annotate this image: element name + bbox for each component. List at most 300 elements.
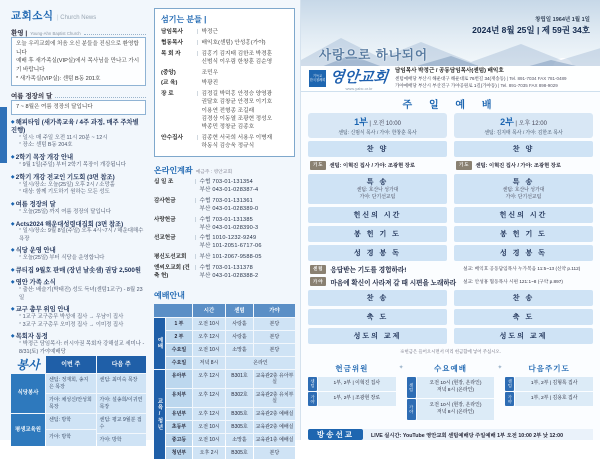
guide-centum-cell: B305호 <box>226 447 253 459</box>
servant-entry <box>161 28 288 36</box>
committee-column <box>407 363 495 420</box>
order-item-bar: 축 도 <box>308 309 447 325</box>
broadcast-text: LIVE 실시간: YouTube 영안교회 센텀예배당 주일예배 1부 오전 10:00 2부 낮 12:00 <box>363 429 593 440</box>
account-number-line: 부산 043-01-028389-0 <box>199 205 259 212</box>
servant-entry <box>161 79 288 87</box>
order-item-bar: 헌신의 시간 <box>308 207 447 223</box>
guide-gaya-cell: 본당 <box>254 331 295 343</box>
account-item <box>154 254 295 262</box>
servant-name-line: 조민우 <box>201 69 219 76</box>
account-number-line: 부산 043-01-028388-2 <box>199 272 259 279</box>
guide-centum-cell: 소망홀 <box>226 434 253 446</box>
info-column <box>149 0 300 456</box>
separator: | <box>197 50 199 57</box>
news-bullet <box>11 247 146 262</box>
summer-label-text: 여름 정장의 달 <box>11 93 53 101</box>
sermon-title: 마음에 확신이 사라져 갈 때 시편을 노래하라 <box>330 279 457 287</box>
servant-entry <box>161 39 288 47</box>
news-bullet <box>11 221 146 243</box>
worship-guide-section <box>154 290 295 459</box>
servant-names <box>202 79 218 87</box>
sermon-row <box>310 277 591 287</box>
welcome-label <box>11 28 146 37</box>
guide-row-label: 유치부 <box>166 389 192 407</box>
news-bullet-line: * 9월 1일(주일) 부터 2학기 목장이 개강됩니다 <box>11 162 146 169</box>
guide-row-label: 중고등 <box>166 434 192 446</box>
broadcast-label: 방송선교 <box>308 429 363 440</box>
campus-tag: 가야 <box>407 399 416 420</box>
committee-row <box>505 377 593 391</box>
guide-time-cell: 오전 10시 <box>193 344 225 356</box>
guide-gaya-cell: 교육관2층 유치부실 <box>254 389 295 407</box>
denomination-logo <box>309 70 326 87</box>
order-item-bar: 특 송 센텀: 호산나 성가대 가야: 단기선교팀 <box>308 174 447 204</box>
guide-time-cell: 오전 10시 <box>193 421 225 433</box>
service-header-line <box>454 115 593 128</box>
guide-centum-cell: 소망홀 <box>226 344 253 356</box>
guide-gaya-cell: 교육관2층 예배실 <box>254 421 295 433</box>
news-bullet-line: * 일시/장소: 오늘(25일) 오후 2시 / 소망홀 <box>11 182 146 189</box>
campus-tag: 가야 <box>308 392 317 406</box>
diamond-separator-icon: ✦ <box>497 364 503 371</box>
order-tag-badge: 기도 <box>456 161 472 170</box>
news-bullet-title: ◆ 큐티집 9월호 판매 (장년 날솟샘) 권당 2,500원 <box>11 267 146 275</box>
cover-page <box>300 0 600 440</box>
order-item-bar: 헌신의 시간 <box>454 207 593 223</box>
account-item <box>154 198 295 214</box>
broadcast-bar <box>308 429 593 440</box>
servant-entry <box>161 90 288 131</box>
order-tag-text: 센텀: 이혁진 집사 / 가야: 조광현 장로 <box>329 163 415 170</box>
worship-guide-title: 예배안내 <box>154 290 185 300</box>
guide-header-cell: 가야 <box>254 304 295 317</box>
order-item-bar: 성도의 교제 <box>308 328 447 344</box>
committee-column <box>308 363 396 406</box>
order-tagged-row <box>454 160 593 171</box>
guide-gaya-cell: 교육관2층 유아부실 <box>254 370 295 388</box>
committee-cell-line: 1부, 2부 | 조광현 장로 <box>333 396 381 402</box>
service-cell-line: 센텀: 최미숙 목장 <box>97 374 147 393</box>
service-time: | 오후 12:00 <box>513 120 547 127</box>
account-name: 십 일 조 <box>154 179 174 186</box>
accounts-section <box>154 165 295 280</box>
servant-name-line: 이용연 전형종 조길래 <box>201 107 255 114</box>
committee-cell-line: 저녁 8시 (온라인) <box>436 388 475 394</box>
service-preachers: 센텀: 김지태 목사 / 가야: 김한조 목사 <box>484 130 563 136</box>
news-bullet <box>11 174 146 196</box>
summer-line: 7 ~ 8월은 여름 정장의 달입니다 <box>16 104 93 111</box>
church-news-column <box>0 0 149 444</box>
slogan-line1: 사랑으로 하나되어 <box>319 48 429 62</box>
servant-name-line: 배익호(센텀) 안성홍(가야) <box>201 39 266 46</box>
servant-name-line: 김종현 서국희 서용우 이병재 <box>201 134 273 141</box>
account-name: 선교헌금 <box>154 235 176 242</box>
order-item-bar: 찬 송 <box>308 290 447 306</box>
committee-cell-line: 1부, 2부 | 이혁진 집사 <box>333 381 381 387</box>
guide-row-label: 유년부 <box>166 408 192 420</box>
guide-time-cell: 오후 12시 <box>193 389 225 407</box>
guide-time-cell: 오후 12시 <box>193 331 225 343</box>
order-item-bar: 성 경 봉 독 <box>308 245 447 261</box>
account-numbers <box>199 254 261 262</box>
guide-row-label: 초등부 <box>166 421 192 433</box>
order-columns-top <box>308 113 593 261</box>
account-name: 감사헌금 <box>154 198 176 205</box>
news-bullet-line: * 일시: 매 주일 오전 11시 20분 ~ 12시 <box>11 135 146 142</box>
servant-name-line: 권달호 김창균 안경모 이기호 <box>201 99 273 106</box>
guide-centum-cell: 사랑홀 <box>226 331 253 343</box>
committee-cell <box>318 392 396 406</box>
order-item-sub: 센텀: 호산나 성가대 <box>502 187 545 193</box>
accounts-title-row <box>154 165 295 176</box>
committee-cell <box>515 392 593 406</box>
accounts-list <box>154 179 295 280</box>
news-bullet-title: ◆ 목회자 동정 <box>11 333 146 341</box>
sermon-detail: 설교: 안성홍 협동목사 시편 121:1~8 (구약 p.897) <box>463 278 563 284</box>
servant-names <box>201 28 217 36</box>
servant-names <box>201 134 272 151</box>
service-cell <box>46 374 96 413</box>
servants-box <box>154 8 295 157</box>
news-bullet-title: ◆ 영안 가족 소식 <box>11 279 146 287</box>
guide-gaya-cell: 본당 <box>254 447 295 459</box>
separator <box>197 69 199 77</box>
separator: | <box>195 235 197 242</box>
news-bullet-line: * 대상: 함께 기도하기 원하는 모든 성도 <box>11 189 146 196</box>
order-tag-text: 센텀: 이혁진 집사 / 가야: 조광현 장로 <box>475 163 561 170</box>
separator: | <box>197 91 199 98</box>
committee-cell-line: 저녁 8시 (온라인) <box>436 410 475 416</box>
order-item-sub: 가야: 단기선교팀 <box>359 194 396 200</box>
guide-header-cell: 시간 <box>193 304 225 317</box>
service-cell-line: 센텀: 평교 9월분 접수 <box>97 414 147 433</box>
committee-cell-line: 1부, 2부 | 김용호 집사 <box>530 396 578 402</box>
campus-tag: 가야 <box>505 392 514 406</box>
guide-gaya-cell: 본당 <box>254 344 295 356</box>
account-number-line: 수협 703-01-131361 <box>199 198 253 205</box>
servant-names <box>202 69 218 77</box>
separator: | <box>195 254 197 261</box>
order-item-bar: 찬 송 <box>454 290 593 306</box>
committee-row <box>308 377 396 391</box>
service-table-header: 다음 주 <box>97 356 147 373</box>
order-column <box>454 113 593 261</box>
denomination-line2: 한국침례회 <box>309 78 326 83</box>
campus-tag: 센텀 <box>308 377 317 391</box>
account-numbers <box>199 179 258 195</box>
issue-date: 2024년 8월 25일 | 제 59권 34호 <box>472 25 590 35</box>
welcome-line: * 새가족실(VIP실): 센텀 B동 201호 <box>16 75 101 82</box>
welcome-label-en: Young-Ahn Baptist Church <box>30 31 81 36</box>
servant-name-line: 김홍기 김지태 김한조 박경훈 <box>201 50 273 57</box>
account-numbers <box>199 265 258 281</box>
committee-row <box>407 399 495 420</box>
separator: | <box>195 198 197 205</box>
service-header-line <box>308 115 447 128</box>
order-item-bar: 성 경 봉 독 <box>454 245 593 261</box>
service-name: 1부 <box>354 116 368 127</box>
guide-time-cell: 저녁 8시 <box>193 357 225 369</box>
news-bullet-title: ◆ 식당 운영 안내 <box>11 247 146 255</box>
account-item <box>154 265 295 281</box>
address-centum <box>395 76 567 83</box>
servant-entry <box>161 69 288 77</box>
committee-title: 헌금위원 <box>335 363 369 373</box>
service-cell <box>46 414 96 446</box>
guide-gaya-cell: 교육관2층 예배실 <box>254 408 295 420</box>
church-news-title-en: | Church News <box>57 15 96 21</box>
guide-header-cell: 센텀 <box>226 304 253 317</box>
accounts-title: 온라인계좌 <box>154 166 193 176</box>
news-bullet-title: ◆ 교구 총무 위임 안내 <box>11 306 146 314</box>
separator: | <box>197 29 199 35</box>
service-time: | 오전 10:00 <box>367 120 401 127</box>
committee-title: 다음주기도 <box>528 363 570 373</box>
order-item-bar: 봉 헌 기 도 <box>308 226 447 242</box>
church-name-logo: 영안교회 <box>329 69 389 86</box>
news-bullet-title: ◆ Acts2024 해운대성령대집회 (3면 참조) <box>11 221 146 229</box>
order-tagged-row <box>308 160 447 171</box>
committee-title: 수요예배 <box>434 363 467 373</box>
committee-cell-line: 오전 10시 (현장, 온라인) <box>429 403 482 409</box>
guide-row-label: 청년부 <box>166 447 192 459</box>
servant-names <box>201 39 265 47</box>
committee-column <box>505 363 593 406</box>
church-slogan <box>319 45 476 66</box>
separator: | <box>197 134 199 141</box>
service-name: 2부 <box>500 116 514 127</box>
worship-guide-table <box>154 304 295 459</box>
account-number-line: 부산 101-2067-9588-05 <box>199 254 262 261</box>
news-bullet-line: * 장소: 센텀 B동 204호 <box>11 142 146 149</box>
church-name-wrap <box>330 66 388 91</box>
servant-role: 협동목사 <box>161 39 183 46</box>
order-column-bottom <box>454 287 593 344</box>
guide-centum-cell: B302호 <box>226 389 253 407</box>
committee-cell <box>515 377 593 391</box>
servant-name-line: 박종민 정창균 김종호 <box>201 124 255 131</box>
account-item <box>154 179 295 195</box>
committee-cell <box>417 399 495 420</box>
servants-title: 섬기는 분들 | <box>161 15 207 24</box>
servants-list <box>161 28 288 150</box>
servant-entry <box>161 50 288 67</box>
service-row-label: 평생교육원 <box>11 414 45 446</box>
sermon-row <box>310 264 591 274</box>
separator: | <box>195 264 197 271</box>
welcome-label-text: 환영 | <box>11 30 28 37</box>
servant-role: 담임목사 <box>161 29 183 35</box>
account-number-line: 부산 101-2051-6717-06 <box>199 243 262 250</box>
service-cell <box>97 414 147 446</box>
account-item <box>154 217 295 233</box>
order-columns-bottom <box>308 287 593 344</box>
guide-group-label: 교육/청년 <box>154 370 165 459</box>
banner-photo <box>301 0 600 66</box>
servant-name-line: 하동식 김승욱 정규식 <box>201 143 255 150</box>
service-cell-line: 센텀: 정재희, 송지은 목장 <box>46 374 96 393</box>
guide-gaya-cell: 교육관1층 예배실 <box>254 434 295 446</box>
news-bullet <box>11 333 146 355</box>
worship-order-area <box>301 113 600 355</box>
news-bullet-line: * 일시/장소: 9월 8일(주일) 오후 4시~7시 / 해운대해수욕장 <box>11 228 146 243</box>
guide-time-cell: 오후 12시 <box>193 370 225 388</box>
account-numbers <box>199 217 258 233</box>
welcome-line: 오늘 우리교회에 처음 오신 분들을 진심으로 환영합니다 <box>16 41 139 56</box>
servant-role: (교 육) <box>161 80 178 87</box>
news-bullet-title: ◆ 2학기 목장 개강 안내 <box>11 154 146 162</box>
separator <box>197 79 199 87</box>
order-item-sub: 센텀: 호산나 성가대 <box>356 187 399 193</box>
service-table <box>11 356 146 446</box>
committee-cell-line: 오전 10시 (현장, 온라인) <box>429 381 482 387</box>
news-bullet-line: * 3교구 교구총무 오미정 집사 → 이미정 집사 <box>11 322 146 329</box>
account-number-line: 부산 043-01-028387-4 <box>199 187 259 194</box>
account-number-line: 수협 703-01-131385 <box>199 216 253 223</box>
servant-name-line: 박정근 <box>201 29 218 35</box>
address-gaya <box>395 83 567 90</box>
servant-name-line: 신범식 이우림 한창훈 김순영 <box>201 58 273 65</box>
account-number-line: 수협 703-01-131378 <box>199 264 253 271</box>
servant-role: 장 로 <box>161 91 174 98</box>
separator: | <box>195 179 197 186</box>
guide-row-label: 수요일 <box>166 357 192 369</box>
church-news-title <box>11 8 146 23</box>
guide-time-cell: 오전 10시 <box>193 318 225 330</box>
guide-gaya-cell: 본당 <box>254 318 295 330</box>
servant-names <box>201 90 272 131</box>
news-bullet <box>11 267 146 275</box>
news-bullet-line: * 오늘(25일) 까지 여름 정장의 달입니다 <box>11 209 146 216</box>
guide-centum-cell: 사랑홀 <box>226 318 253 330</box>
masthead-info <box>395 67 567 89</box>
diamond-separator-icon: ✦ <box>398 364 404 371</box>
pastors-line: 담임목사 박정근 / 공동담임목사(센텀) 배익호 <box>394 68 504 75</box>
service-table-header: 이번 주 <box>46 356 96 373</box>
campus-tag: 센텀 <box>505 377 514 391</box>
guide-row-label: 2 부 <box>166 331 192 343</box>
news-bullet-line: * 출산: 배슬기(박태진) 성도 득녀(센텀1교구) - 8월 23일 <box>11 287 146 302</box>
tel-centum: | Tel. 891-7034 FAX 781-0489 <box>506 75 567 81</box>
service-cell <box>97 374 147 413</box>
guide-row-label: 수요일 <box>166 344 192 356</box>
sermon-tag-badge: 센텀 <box>310 265 326 274</box>
news-bullet-line: * 박정근 담임목사: 러시아권 목회자 강해설교 세미나 - 8/31(토) 가야예배당 <box>11 341 146 356</box>
guide-row-label: 1 부 <box>166 318 192 330</box>
address-centum-text: 센텀예배당 부산시 해운대구 해운대로 76번길 34(재송동) <box>394 75 506 81</box>
guide-centum-cell: B301호 <box>226 370 253 388</box>
guide-group-label: 예배 <box>154 318 165 369</box>
service-cell-line: 센텀: 방학 <box>46 414 96 430</box>
order-tag-badge: 기도 <box>310 161 326 170</box>
church-news-title-ko: 교회소식 <box>11 10 54 22</box>
denomination-line1: 기독교 <box>312 73 323 78</box>
account-numbers <box>199 198 258 214</box>
sermon-detail: 설교: 배익호 공동담임목사 누가복음 11:5~13 (신약 p.112) <box>463 266 581 272</box>
tel-gaya: | Tel. 891-7035 FAX 898-9029 <box>498 82 558 88</box>
news-bullet-line: * 1교구 교구총무 박성애 집사 → 우남이 집사 <box>11 314 146 321</box>
summer-label <box>11 91 146 100</box>
account-name: 평신도선교회 <box>154 254 187 261</box>
service-preachers: 센텀: 신범식 목사 / 가야: 한창훈 목사 <box>338 130 417 136</box>
committee-cell <box>318 377 396 391</box>
news-bullet-title: ◆ 여름 정장의 달 <box>11 201 146 209</box>
guide-time-cell: 오후 12시 <box>193 408 225 420</box>
news-bullet-title: ◆ 해피타임 (새가족교육 / 4주 과정, 매주 주차별 진행) <box>11 119 146 135</box>
servant-role: 안수집사 <box>161 134 183 141</box>
committee-cell-line: 1부, 2부 | 김형록 집사 <box>530 381 578 387</box>
service-cell-line: 가야: 설송희/이귀연 목장 <box>97 394 147 413</box>
committee-cell <box>417 377 495 398</box>
service-table-title: 봉사 <box>16 357 40 372</box>
sunday-worship-title: 주 일 예 배 <box>402 99 499 111</box>
servant-entry <box>161 134 288 151</box>
sermon-title: 응답받는 기도를 경험하라! <box>330 267 407 275</box>
website-link[interactable]: www.yabc.or.kr <box>345 85 373 91</box>
service-cell-line: 가야: 채성신/안성희 목장 <box>46 394 96 413</box>
guide-span-cell: 온라인 <box>226 357 295 369</box>
order-column-bottom <box>308 287 447 344</box>
accounts-holder: 예금주 : 영안교회 <box>195 170 233 176</box>
account-number-line: 수협 1010-1232-9249 <box>199 235 257 242</box>
service-header <box>308 113 447 138</box>
service-cell-line: 가야: 방학 <box>46 430 96 446</box>
servant-name-line: 박광진 <box>201 80 219 87</box>
dotted-rule <box>84 34 146 35</box>
service-row-label: 식당봉사 <box>11 374 45 413</box>
account-numbers <box>199 235 261 251</box>
committee-row <box>407 377 495 398</box>
dotted-rule <box>55 97 146 98</box>
summer-box <box>11 100 146 115</box>
servant-role: 목 회 자 <box>161 50 181 57</box>
account-number-line: 부산 043-01-028390-3 <box>199 224 259 231</box>
news-bullet-line: * 오늘(25일) 부터 식당을 운영합니다 <box>11 255 146 262</box>
committees <box>301 363 600 420</box>
news-bullet <box>11 201 146 216</box>
order-item-bar: 축 도 <box>454 309 593 325</box>
guide-row-label: 유아부 <box>166 370 192 388</box>
order-item-bar: 특 송 센텀: 호산나 성가대 가야: 단기선교팀 <box>454 174 593 204</box>
guide-time-cell: 오후 2시 <box>193 447 225 459</box>
committee-row <box>308 392 396 406</box>
welcome-line: 예배 후 새가족실(VIP실)에서 목사님을 만나고 가시기 바랍니다 <box>16 58 140 73</box>
news-bullet-title: ◆ 2학기 개강 전교인 기도회 (3면 참조) <box>11 174 146 182</box>
address-gaya-text: 가야예배당 부산시 부산진구 가야공원로 1길(가야동) <box>394 82 497 88</box>
servant-name-line: 김정길 박덕홍 안정승 양영광 <box>201 91 273 98</box>
separator: | <box>195 216 197 223</box>
offering-note: ※헌금은 들어오시면서 미리 헌금함에 넣어 주십시오. <box>400 348 501 354</box>
welcome-box <box>11 37 146 86</box>
guide-centum-cell: B305호 <box>226 408 253 420</box>
account-item <box>154 235 295 251</box>
guide-centum-cell: B305호 <box>226 421 253 433</box>
separator: | <box>197 39 199 46</box>
account-name: 사랑헌금 <box>154 216 176 223</box>
guide-header-blank <box>154 304 192 317</box>
masthead <box>301 66 600 92</box>
order-item-sub: 가야: 단기선교팀 <box>505 194 542 200</box>
account-name: 엔씨오교회 (건 축 헌) <box>154 264 190 279</box>
news-bullet <box>11 119 146 149</box>
order-column <box>308 113 447 261</box>
order-item-bar: 찬 양 <box>454 141 593 157</box>
order-item-bar: 성도의 교제 <box>454 328 593 344</box>
committee-row <box>505 392 593 406</box>
order-item-bar: 찬 양 <box>308 141 447 157</box>
service-cell-line: 가야: 방학 <box>97 434 147 446</box>
order-item-bar: 봉 헌 기 도 <box>454 226 593 242</box>
